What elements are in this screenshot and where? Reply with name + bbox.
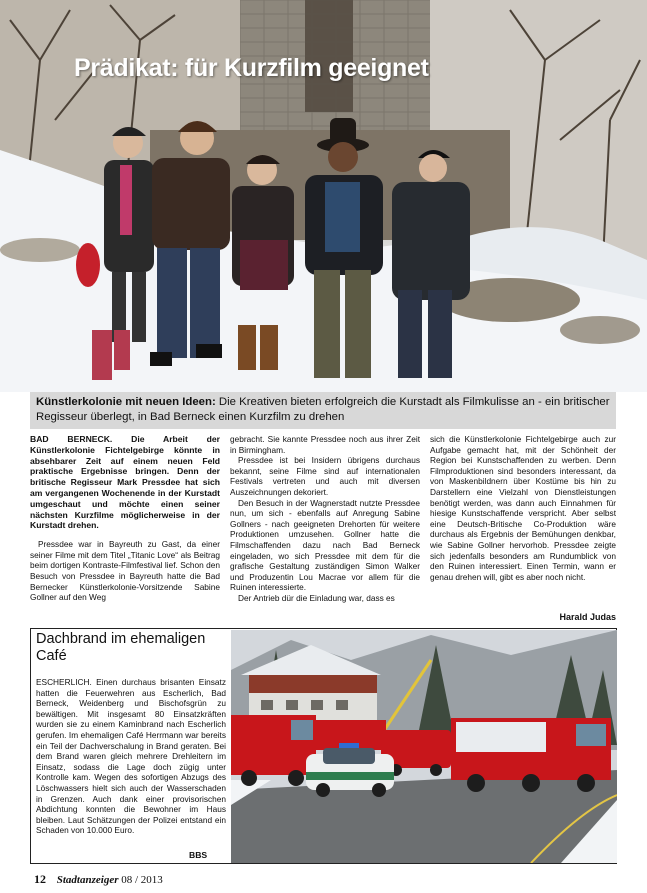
article-paragraph: Der Antrieb dür die Einladung war, dass es <box>238 592 395 603</box>
publication-name: Stadtanzeiger <box>56 874 119 886</box>
group-photo <box>0 0 647 392</box>
article-column-1 <box>30 434 220 603</box>
main-article <box>30 434 616 622</box>
caption-lead: Künstlerkolonie mit neuen Ideen: <box>36 396 216 408</box>
headline: Prädikat: für Kurzfilm geeignet <box>74 54 429 82</box>
article-paragraph: sich die Künstlerkolonie Fichtelgebirge auch zur Aufgabe gemacht hat, mit der Schönheit der Region bei Kunstschaffenden zu werben. Denn Filmproduktionen sind besonders interessant, da von Maskenbildnern über Kostüme bis hin zu Darstellern eine Vielzahl von Dienstleistungen benötigt werden, was dann auch Einnahmen für hiesige Kunstschaffende verspricht. Aber selbst eine Deutsch-Britische Co-Produktion wäre durchaus als Ergebnis der Bemühungen denkbar, wie Sabine Gollner hervorhob. Pressdee zeigte sich jedenfalls besonders am Rundumblick von den Ruinen interessiert. Einen Termin, wann er genau drehen will, gibt es aber noch nicht. <box>430 434 616 582</box>
article-paragraph: Pressdee ist bei Insidern übrigens durchaus bekannt, seine Filme sind auf internationalen Festivals vertreten und auch mit diversen Auszeichnungen dekoriert. <box>230 455 420 497</box>
caption-text: Die Kreativen bieten erfolgreich die Kurstadt als Filmkulisse an - ein britischer Regisseur überlegt, in Bad Berneck einen Kurzfilm zu drehen <box>36 396 610 423</box>
fire-story-text: ESCHERLICH. Einen durchaus brisanten Einsatz hatten die Feuerwehren aus Escherlich, Bad Berneck, Weidenberg und Bischofsgrün zu bewältigen. Mit insgesamt 80 Einsatzkräften wurden sie zu einem Kaminbrand nach Escherlich gerufen. Im ehemaligen Café Herrmann war bereits ein Teil der Dachverschalung in Brand geraten. Bei dem Brand waren gleich mehrere Drehleitern im Einsatz, sodass die Lage doch zügig unter Kontrolle kam. Wegen des sofortigen Abzugs des Löschwassers hielt sich auch der Wasserschaden in Grenzen. Auch dank einer provisorischen Abdichtung konnten die Bewohner im Haus bleiben. Laut Schätzungen der Polizei entstand ein Schaden von 10.000 Euro. <box>36 677 226 836</box>
article-column-3 <box>430 434 616 582</box>
fire-story-title: Dachbrand im ehemaligen Café <box>36 631 206 664</box>
article-paragraph: gebracht. Sie kannte Pressdee noch aus ihrer Zeit in Birmingham. <box>230 434 420 455</box>
article-author: Harald Judas <box>559 612 616 622</box>
fire-story-author: BBS <box>189 850 208 860</box>
page-footer <box>34 872 163 887</box>
fire-truck <box>451 718 611 792</box>
page-number: 12 <box>34 872 46 886</box>
issue-number: 08 / 2013 <box>121 874 163 886</box>
fire-scene-photo <box>231 630 617 863</box>
article-paragraph: Den Besuch in der Wagnerstadt nutzte Pressdee nun, um sich - ebenfalls auf Anregung Sabine Gollners - nach geeigneten Drehorten für weitere Produktionen umzusehen. Gollner hatte die Filmschaffenden dazu nach Bad Berneck eingeladen, wo sich Pressdee mit dem für die grafische Gestaltung zuständigen Simon Walker und Produzentin Lou Macrae vor allem für die Ruinen interessierte. <box>230 497 420 593</box>
article-paragraph: Pressdee war in Bayreuth zu Gast, da einer seiner Filme mit dem Titel „Titanic Love“ als Beitrag beim dortigen Kontraste-Filmfestival lief. Schon den Besuch von Pressdee in Bayreuth hatte die Bad Bernecker Künstlerkolonie-Vorsitzende Sabine Gollner auf den Weg <box>30 539 220 603</box>
fire-scene-illustration <box>231 630 617 863</box>
article-column-2 <box>230 434 420 604</box>
photo-caption <box>30 392 616 429</box>
fire-story-box <box>30 628 617 864</box>
article-lead: BAD BERNECK. Die Arbeit der Künstlerkolonie Fichtelgebirge könnte in absehbarer Zeit auf einem neuen Feld praktische Ergebnisse bringen. Denn der britische Regisseur Mark Pressdee hat sich am vergangenen Wochenende in der Kurstadt umgeschaut und möchte einen seiner nächsten Kurzfilme möglicherweise in der Kurstadt drehen. <box>30 434 220 531</box>
